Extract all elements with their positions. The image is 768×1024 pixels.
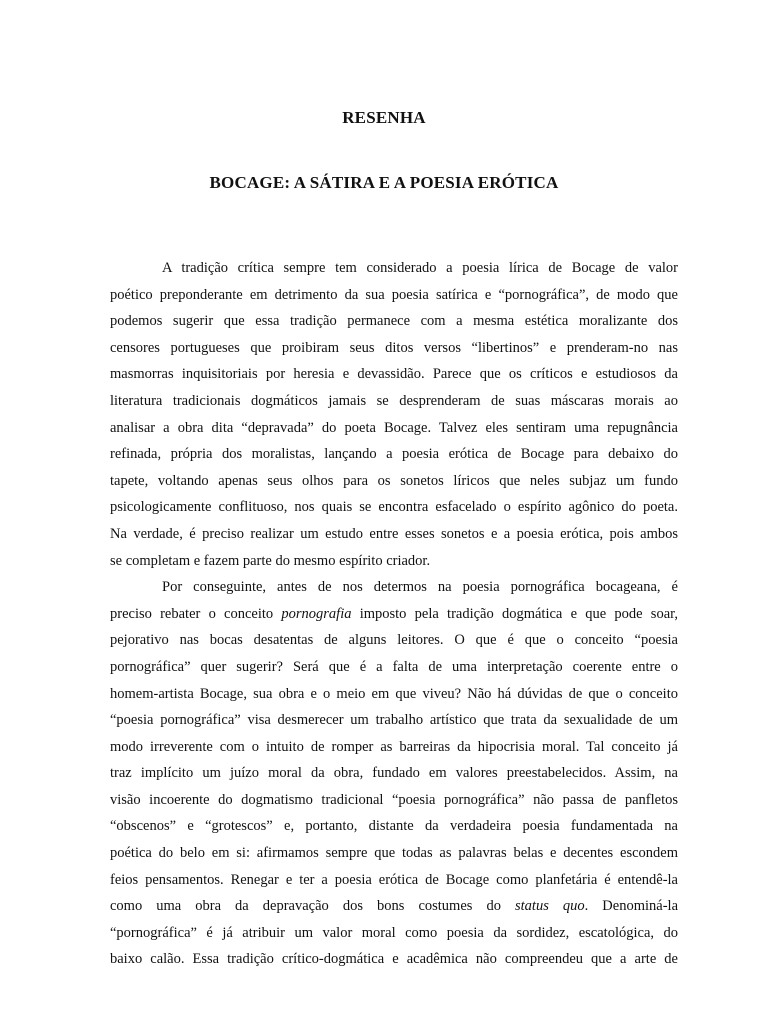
text-line: “poesia pornográfica” visa desmerecer um trabalho artístico que trata da sexualidade de um (110, 712, 678, 729)
text-line: traz implícito um juízo moral da obra, fundado em valores preestabelecidos. Assim, na (110, 765, 678, 782)
text-line: podemos sugerir que essa tradição permanece com a mesma estética moralizante dos (110, 313, 678, 330)
text-line: literatura tradicionais dogmáticos jamais se desprenderam de suas máscaras morais ao (110, 392, 678, 409)
text-line: analisar a obra dita “depravada” do poeta Bocage. Talvez eles sentiram uma repugnância (110, 419, 678, 436)
text-line (110, 893, 678, 920)
text-segment: imposto pela tradição dogmática e que pode soar, (351, 605, 678, 622)
text-line: modo irreverente com o intuito de romper as barreiras da hipocrisia moral. Tal conceito já (110, 738, 678, 755)
text-line: refinada, própria dos moralistas, lançando a poesia erótica de Bocage para debaixo do (110, 446, 678, 463)
text-segment: como uma obra da depravação dos bons costumes do (110, 898, 515, 915)
text-line: se completam e fazem parte do mesmo espírito criador. (110, 552, 431, 569)
text-line: masmorras inquisitoriais por heresia e devassidão. Parece que os críticos e estudiosos da (110, 366, 678, 383)
italic-term: pornografia (281, 605, 352, 622)
text-line: poético preponderante em detrimento da sua poesia satírica e “pornográfica”, de modo que (110, 286, 678, 303)
paragraph-1 (110, 255, 678, 574)
document-body (110, 255, 678, 973)
italic-term: status quo (515, 898, 585, 915)
document-heading: RESENHA (342, 108, 426, 127)
text-line: A tradição crítica sempre tem considerado a poesia lírica de Bocage de valor (162, 260, 678, 276)
text-line: baixo calão. Essa tradição crítico-dogmática e acadêmica não compreendeu que a arte de (110, 951, 678, 968)
text-line: “pornográfica” é já atribuir um valor moral como poesia da sordidez, escatológica, do (110, 924, 678, 941)
text-line: pejorativo nas bocas desatentas de alguns leitores. O que é que o conceito “poesia (110, 632, 678, 649)
text-line: Por conseguinte, antes de nos determos na poesia pornográfica bocageana, é (162, 579, 678, 596)
text-line: homem-artista Bocage, sua obra e o meio em que viveu? Não há dúvidas de que o conceito (110, 685, 678, 702)
text-line (110, 601, 678, 628)
paragraph-2 (110, 574, 678, 973)
text-line: psicologicamente conflituoso, nos quais se encontra esfacelado o espírito agônico do poeta. (110, 499, 678, 516)
text-line: Na verdade, é preciso realizar um estudo entre esses sonetos e a poesia erótica, pois ambos (110, 525, 678, 542)
text-line: pornográfica” quer sugerir? Será que é a falta de uma interpretação coerente entre o (110, 658, 678, 675)
text-line: poética do belo em si: afirmamos sempre que todas as palavras belas e decentes escondem (110, 845, 678, 862)
text-line: “obscenos” e “grotescos” e, portanto, distante da verdadeira poesia fundamentada na (110, 818, 678, 835)
document-title: BOCAGE: A SÁTIRA E A POESIA ERÓTICA (209, 173, 559, 192)
text-segment: . Denominá-la (584, 898, 678, 915)
text-line: feios pensamentos. Renegar e ter a poesia erótica de Bocage como planfetária é entendê-la (110, 871, 678, 888)
text-line: censores portugueses que proibiram seus ditos versos “libertinos” e prenderam-no nas (110, 339, 678, 356)
text-line: visão incoerente do dogmatismo tradicional “poesia pornográfica” não passa de panfletos (110, 791, 678, 808)
text-line: tapete, voltando apenas seus olhos para os sonetos líricos que neles subjaz um fundo (110, 472, 678, 489)
text-segment: preciso rebater o conceito (110, 605, 282, 622)
